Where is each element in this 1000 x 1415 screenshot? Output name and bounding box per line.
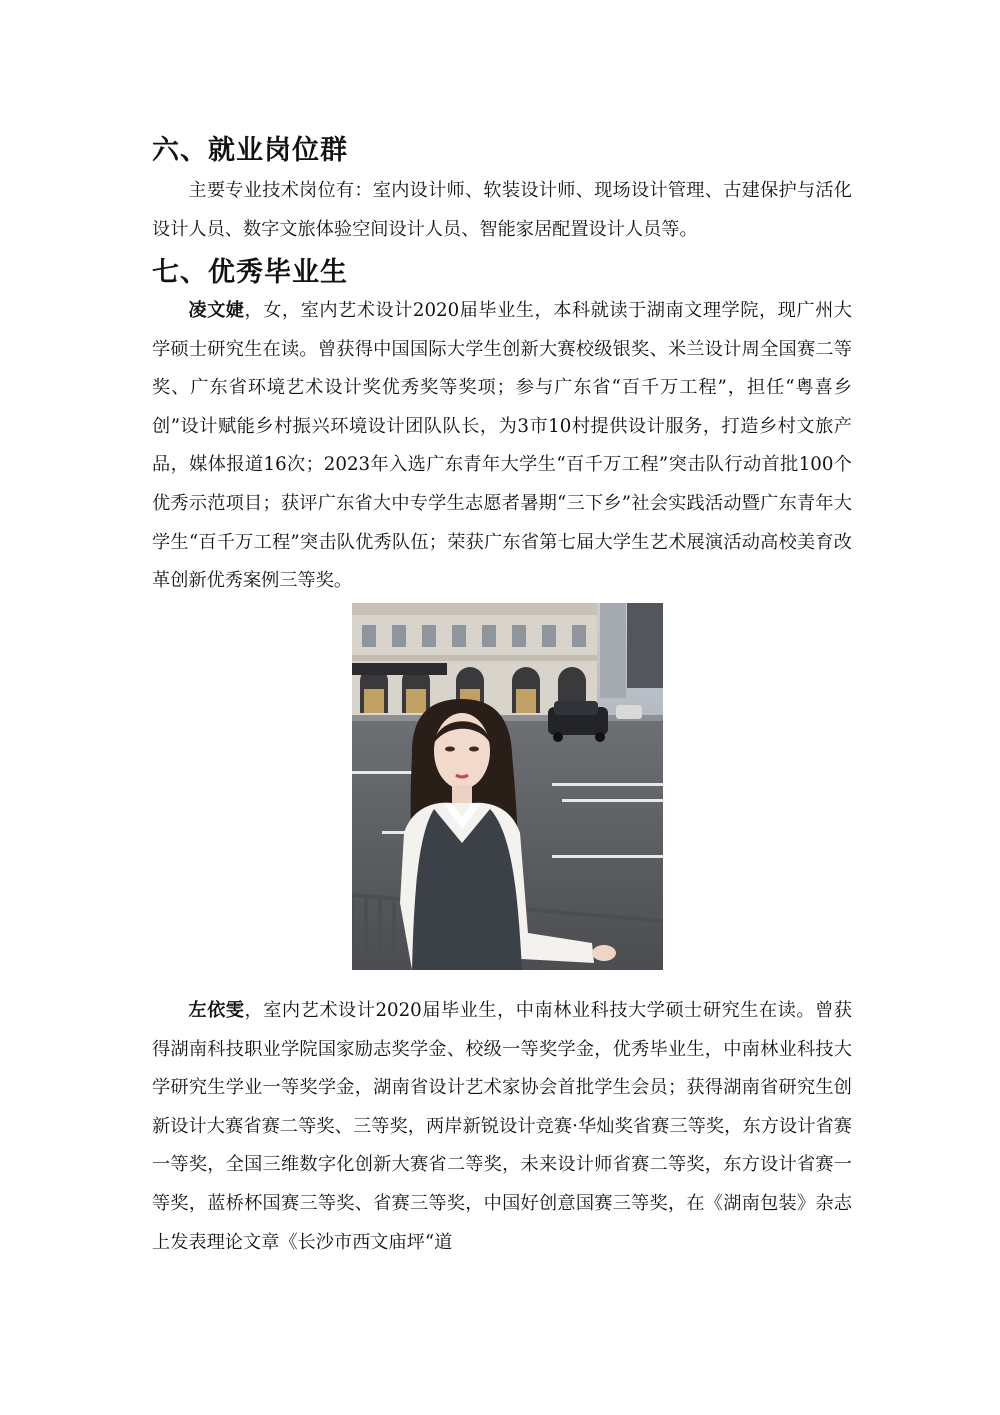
graduate-bio: ，室内艺术设计2020届毕业生，中南林业科技大学硕士研究生在读。曾获得湖南科技职业学院国家励志奖学金、校级一等奖学金，优秀毕业生，中南林业科技大学研究生学业一等奖学金，湖南省设计艺术家协会首批学生会员；获得湖南省研究生创新设计大赛省赛二等奖、三等奖，两岸新锐设计竞赛·华灿奖省赛三等奖，东方设计省赛一等奖，全国三维数字化创新大赛省二等奖，未来设计师省赛二等奖，东方设计省赛一等奖，蓝桥杯国赛三等奖、省赛三等奖，中国好创意国赛三等奖，在《湖南包装》杂志上发表理论文章《长沙市西文庙坪“道 xyxy=(152,1000,852,1253)
graduate-paragraph-ling xyxy=(152,292,852,601)
graduate-bio: ，女，室内艺术设计2020届毕业生，本科就读于湖南文理学院，现广州大学硕士研究生在读。曾获得中国国际大学生创新大赛校级银奖、米兰设计周全国赛二等奖、广东省环境艺术设计奖优秀奖等奖项；参与广东省“百千万工程”，担任“粤喜乡创”设计赋能乡村振兴环境设计团队队长，为3市10村提供设计服务，打造乡村文旅产品，媒体报道16次；2023年入选广东青年大学生“百千万工程”突击队行动首批100个优秀示范项目；获评广东省大中专学生志愿者暑期“三下乡”社会实践活动暨广东青年大学生“百千万工程”突击队优秀队伍；荣获广东省第七届大学生艺术展演活动高校美育改革创新优秀案例三等奖。 xyxy=(152,300,852,592)
graduate-name: 凌文婕 xyxy=(188,300,245,321)
section-heading-employment: 六、就业岗位群 xyxy=(152,135,348,166)
graduate-paragraph-zuo xyxy=(152,992,852,1262)
graduate-name: 左依雯 xyxy=(188,1000,245,1021)
section-heading-graduates: 七、优秀毕业生 xyxy=(152,257,348,288)
graduate-photo xyxy=(352,603,663,970)
employment-paragraph: 主要专业技术岗位有：室内设计师、软装设计师、现场设计管理、古建保护与活化设计人员、数字文旅体验空间设计人员、智能家居配置设计人员等。 xyxy=(152,180,852,240)
